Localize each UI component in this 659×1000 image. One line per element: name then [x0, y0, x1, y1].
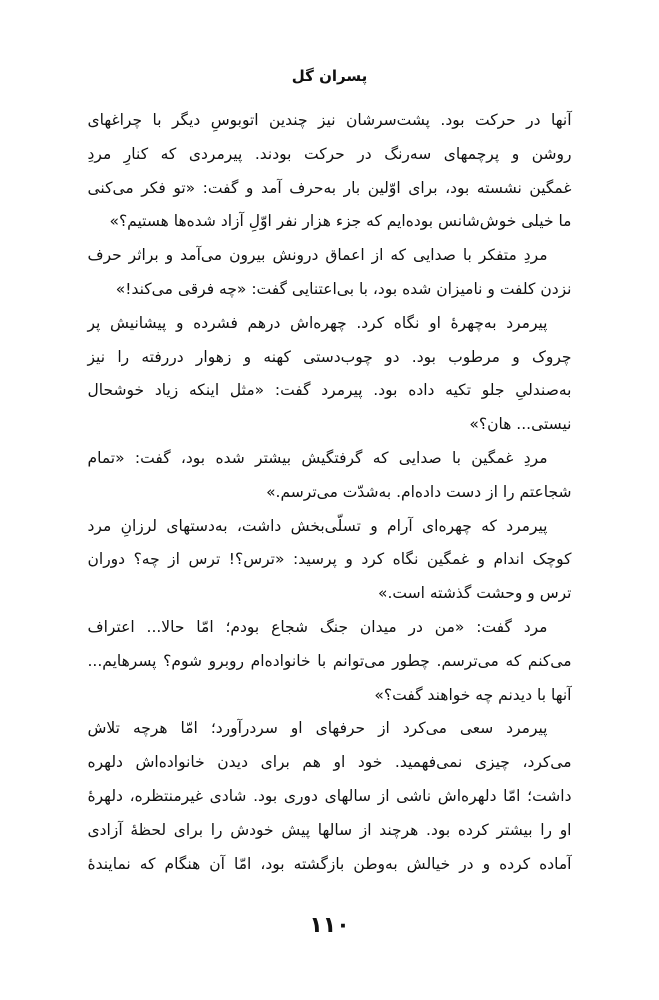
- text-line: آنها با دیدنم چه خواهند گفت؟»: [374, 685, 572, 704]
- text-line: او را بیشتر کرده بود. هرچند از سالها پیش خودش را برای لحظهٔ آزادی: [87, 820, 572, 839]
- text-line: نزدن کلفت و نامیزان شده بود، با بی‌اعتنایی گفت: «چه فرقی می‌کند!»: [115, 279, 572, 298]
- text-line: نیستی... هان؟»: [469, 415, 572, 434]
- text-line: مرد گفت: «من در میدان جنگ شجاع بودم؛ امّا حالا... اعتراف: [87, 617, 548, 636]
- text-line: می‌کنم که می‌ترسم. چطور می‌توانم با خانواده‌ام روبرو شوم؟ پسرهایم...: [87, 651, 572, 670]
- text-line: به‌صندلیِ جلو تکیه داده بود. پیرمرد گفت: «مثل اینکه زیاد خوشحال: [87, 381, 572, 400]
- text-line: چروک و مرطوب بود. دو چوب‌دستی کهنه و زهوار دررفته را نیز: [87, 347, 572, 366]
- text-line: آماده کرده و در خیالش به‌وطن بازگشته بود، امّا آن هنگام که نمایندهٔ: [87, 854, 572, 873]
- body-text: [88, 104, 572, 881]
- text-line: مردِ متفکر با صدایی که از اعماق درونش بیرون می‌آمد و براثر حرف: [87, 246, 548, 265]
- text-line: داشت؛ امّا دلهره‌اش ناشی از سالهای دوری بود. شادی غیرمنتظره، دلهرهٔ: [87, 786, 572, 805]
- text-line: غمگین نشسته بود، برای اوّلین بار به‌حرف آمد و گفت: «تو فکر می‌کنی: [87, 178, 572, 197]
- text-line: پیرمرد سعی می‌کرد از حرفهای او سردرآورد؛ امّا هرچه تلاش: [87, 719, 548, 738]
- text-line: ترس و وحشت گذشته است.»: [377, 584, 572, 603]
- text-line: کوچک اندام و غمگین نگاه کرد و پرسید: «ترس؟! ترس از چه؟ دوران: [87, 550, 572, 569]
- text-line: پیرمرد که چهره‌ای آرام و تسلّی‌بخش داشت، به‌دستهای لرزانِ مرد: [87, 516, 548, 535]
- text-line: آنها در حرکت بود. پشت‌سرشان نیز چندین اتوبوسِ دیگر با چراغهای: [87, 111, 572, 129]
- text-line: پیرمرد به‌چهرهٔ او نگاه کرد. چهره‌اش درهم فشرده و پیشانیش پر: [87, 313, 548, 332]
- text-line: مردِ غمگین با صدایی که گرفتگیش بیشتر شده بود، گفت: «تمام: [87, 448, 548, 467]
- text-line: شجاعتم را از دست داده‌ام. به‌شدّت می‌ترسم.»: [266, 482, 572, 501]
- text-line: ما خیلی خوش‌شانس بوده‌ایم که جزء هزار نفر اوّلِ آزاد شده‌ها هستیم؟»: [109, 212, 572, 231]
- text-line: روشن و پرچمهای سه‌رنگ در حرکت بودند. پیرمردی که کنارِ مردِ: [87, 144, 572, 163]
- page-number: ۱۱۰: [309, 913, 350, 939]
- text-line: می‌کرد، چیزی نمی‌فهمید. خود او هم برای دیدن خانواده‌اش دلهره: [87, 753, 572, 772]
- running-title: پسران گل: [291, 67, 368, 85]
